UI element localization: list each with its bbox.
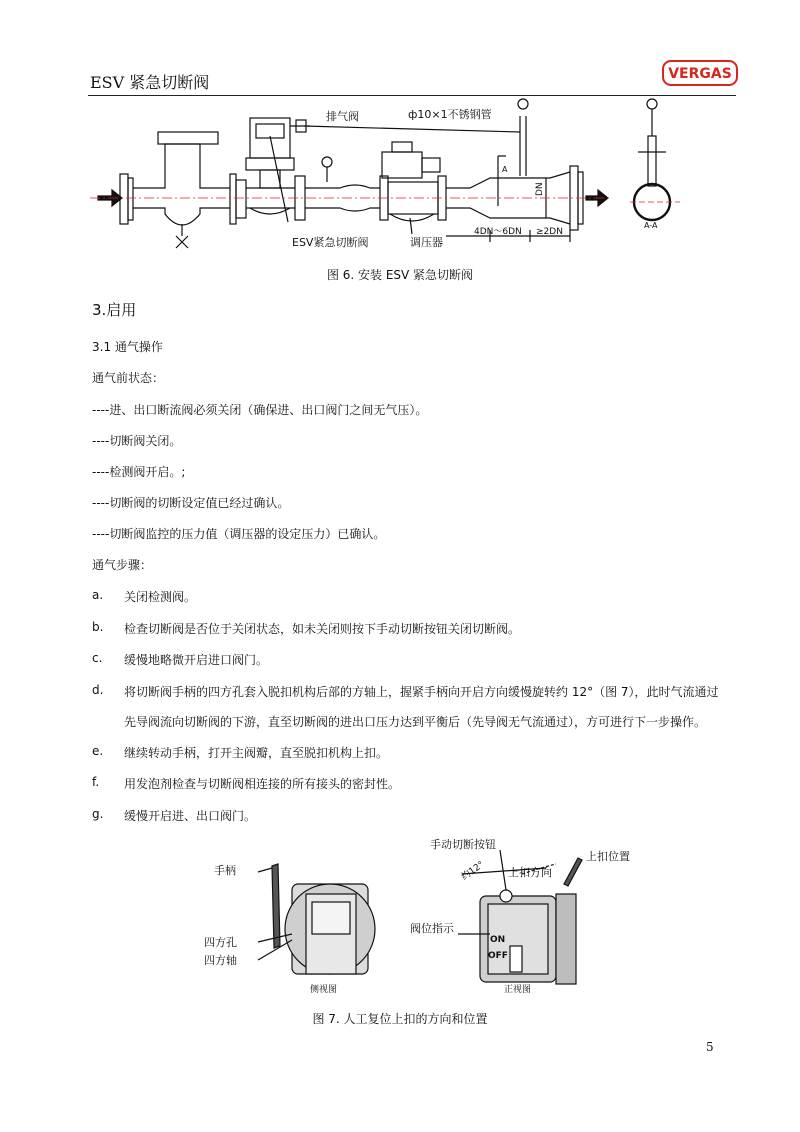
header-title: ESV 紧急切断阀 [90,73,210,92]
label-vent-valve: 排气阀 [326,110,359,123]
step-text: 用发泡剂检查与切断阀相连接的所有接头的密封性。 [124,777,401,791]
label-angle: 约12° [459,859,487,883]
step-letter: f. [92,775,100,789]
label-square-shaft: 四方轴 [204,954,237,967]
label-on: ON [490,935,506,945]
label-tube: ф10×1不锈钢管 [408,108,492,121]
logo-text: VERGAS [668,66,732,82]
figure-7-reset-diagram [200,834,630,1004]
pre-state-title: 通气前状态： [92,371,165,385]
label-section-a: A [502,165,508,174]
step-letter: d. [92,683,104,697]
section-heading: 3.启用 [92,301,137,319]
step-text: 继续转动手柄，打开主阀瓣，直至脱扣机构上扣。 [124,746,389,760]
label-section-aa: A-A [644,221,658,230]
steps-title: 通气步骤： [92,558,153,572]
step-text: 缓慢开启进、出口阀门。 [124,809,257,823]
label-front-view: 正视图 [504,985,532,995]
step-letter: a. [92,588,104,602]
label-regulator: 调压器 [410,236,443,249]
page-number: 5 [706,1040,714,1054]
label-dim-a: 4DN～6DN [474,227,522,237]
label-latch-direction: 上扣方向 [508,866,552,879]
step-text: 检查切断阀是否位于关闭状态，如未关闭则按下手动切断按钮关闭切断阀。 [124,622,521,636]
label-esv: ESV紧急切断阀 [292,236,369,249]
label-valve-indicator: 阀位指示 [410,922,454,935]
label-manual-button: 手动切断按钮 [430,838,496,851]
step-letter: e. [92,744,104,758]
vergas-logo [662,60,738,86]
pre-state-item: ----进、出口断流阀必须关闭（确保进、出口阀门之间无气压）。 [92,403,428,417]
step-letter: g. [92,807,104,821]
label-handle: 手柄 [214,864,236,877]
step-text: 将切断阀手柄的四方孔套入脱扣机构后部的方轴上，握紧手柄向开启方向缓慢旋转约 12°（图 7），此时气流通过 [124,685,719,699]
step-text: 关闭检测阀。 [124,590,197,604]
label-side-view: 侧视图 [310,985,338,995]
label-square-hole: 四方孔 [204,936,237,949]
pre-state-item: ----检测阀开启。; [92,465,186,479]
subsection-heading: 3.1 通气操作 [92,340,163,354]
figure-6-installation-diagram [90,96,730,261]
figure-7-caption: 图 7. 人工复位上扣的方向和位置 [312,1012,488,1026]
step-letter: c. [92,651,103,665]
step-text-continuation: 先导阀流向切断阀的下游，直至切断阀的进出口压力达到平衡后（先导阀无气流通过），方可进行下一步操作。 [124,715,707,729]
step-text: 缓慢地略微开启进口阀门。 [124,653,269,667]
label-dn: DN [535,182,545,196]
pre-state-item: ----切断阀监控的压力值（调压器的设定压力）已确认。 [92,527,386,541]
figure-6-caption: 图 6. 安装 ESV 紧急切断阀 [326,268,474,282]
label-latch-position: 上扣位置 [586,850,630,863]
pre-state-item: ----切断阀的切断设定值已经过确认。 [92,496,290,510]
pre-state-item: ----切断阀关闭。 [92,434,182,448]
label-off: OFF [488,951,508,961]
step-letter: b. [92,620,104,634]
label-dim-b: ≥2DN [536,227,563,237]
